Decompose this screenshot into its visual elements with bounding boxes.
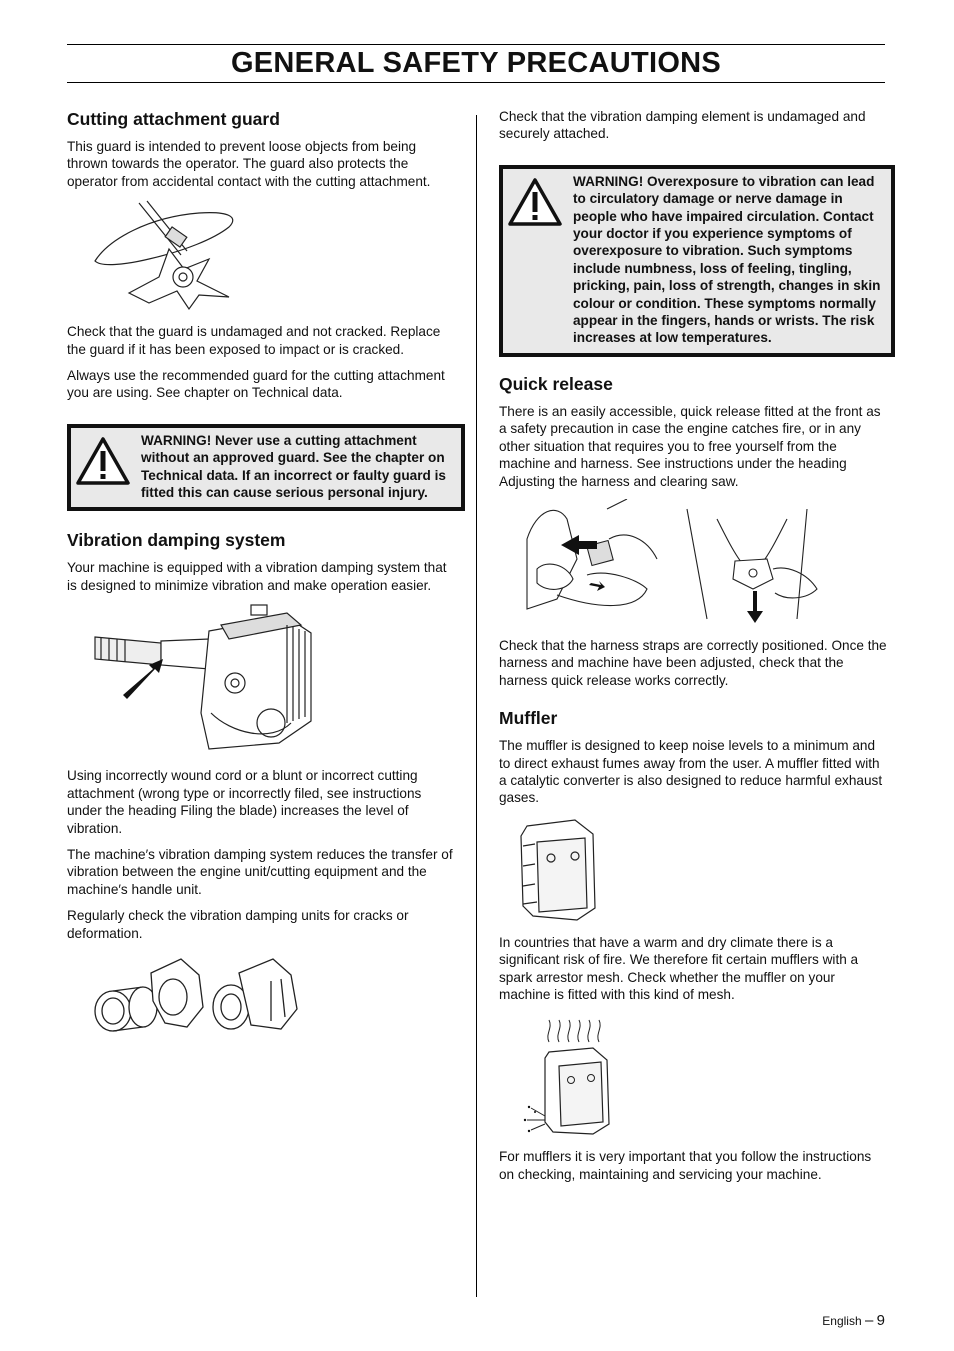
spark-arrestor-paragraph: In countries that have a warm and dry climate there is a significant risk of fire. We therefore fit certain mufflers with a spark arrestor mesh. Check whether the muffler on your machine is fitted with this kind of mesh. (499, 934, 859, 1002)
muffler-intro-paragraph: The muffler is designed to keep noise levels to a minimum and to direct exhaust fumes away from the user. A muffler fitted with a catalytic converter is also designed to reduce harmful exhaust gases. (499, 738, 883, 806)
guard-recommended-paragraph: Always use the recommended guard for the cutting attachment you are using. See chapter on Technical data. (67, 368, 445, 401)
section-heading-cutting-attachment-guard: Cutting attachment guard (67, 109, 280, 129)
muffler-spark-arrestor-illustration (519, 1012, 615, 1136)
guard-paragraph: This guard is intended to prevent loose objects from being thrown towards the operator. The guard also protects the operator from accidental contact with the cutting attachment. (67, 139, 431, 189)
column-divider (476, 115, 477, 1297)
section-heading-muffler: Muffler (499, 708, 558, 729)
vibration-damping-units-illustration (91, 951, 311, 1041)
harness-check-paragraph: Check that the harness straps are correctly positioned. Once the harness and machine have been adjusted, check that the harness quick release works correctly. (499, 637, 887, 688)
vibration-warning-box (499, 165, 895, 357)
page-header (67, 44, 885, 83)
vibration-intro-paragraph: Your machine is equipped with a vibration damping system that is designed to minimize vibration and make operation easier. (67, 560, 447, 593)
damping-element-check-paragraph: Check that the vibration damping element is undamaged and securely attached. (499, 109, 866, 142)
vibration-check-paragraph: Regularly check the vibration damping units for cracks or deformation. (67, 908, 409, 941)
cutting-guard-illustration (89, 199, 269, 311)
vibration-cord-paragraph: Using incorrectly wound cord or a blunt or incorrect cutting attachment (wrong type or incorrectly filed, see instructions under the heading Filing the blade) increases the level of vibration. (67, 768, 422, 836)
warning-icon (75, 432, 141, 502)
footer-language: English (822, 1314, 862, 1328)
page-footer (822, 1312, 885, 1329)
left-column (67, 108, 457, 1041)
section-heading-vibration-damping: Vibration damping system (67, 530, 286, 551)
guard-warning-box (67, 424, 465, 512)
quick-release-illustration (517, 499, 827, 625)
guard-check-paragraph: Check that the guard is undamaged and not cracked. Replace the guard if it has been exposed to impact or is cracked. (67, 324, 441, 357)
right-column (499, 108, 887, 1192)
guard-warning-text: WARNING! Never use a cutting attachment without an approved guard. See the chapter on Technical data. If an incorrect or faulty guard is fitted this can cause serious personal injury. (141, 432, 446, 501)
page-title: GENERAL SAFETY PRECAUTIONS (230, 47, 722, 79)
section-heading-quick-release: Quick release (499, 373, 613, 394)
footer-separator: – (864, 1312, 874, 1329)
warning-icon (507, 173, 573, 347)
engine-unit-illustration (91, 603, 331, 755)
muffler-illustration (515, 816, 605, 924)
page-number: 9 (876, 1312, 885, 1329)
vibration-transfer-paragraph: The machine′s vibration damping system reduces the transfer of vibration between the engine unit/cutting equipment and the machine′s handle unit. (67, 846, 453, 897)
quick-release-paragraph: There is an easily accessible, quick release fitted at the front as a safety precaution in case the engine catches fire, or in any other situation that requires you to free yourself from the machine and harness. See instructions under the heading Adjusting the harness and clearing saw. (499, 403, 881, 489)
vibration-warning-text: WARNING! Overexposure to vibration can lead to circulatory damage or nerve damage in people who have impaired circulation. Contact your doctor if you experience symptoms of overexposure to vibration. Such symptoms include numbness, loss of feeling, tingling, pricking, pain, loss of strength, changes in skin colour or condition. These symptoms normally appear in the fingers, hands or wrists. The risk increases at low temperatures. (573, 173, 881, 346)
muffler-maintenance-paragraph: For mufflers it is very important that you follow the instructions on checking, maintaining and servicing your machine. (499, 1149, 872, 1182)
